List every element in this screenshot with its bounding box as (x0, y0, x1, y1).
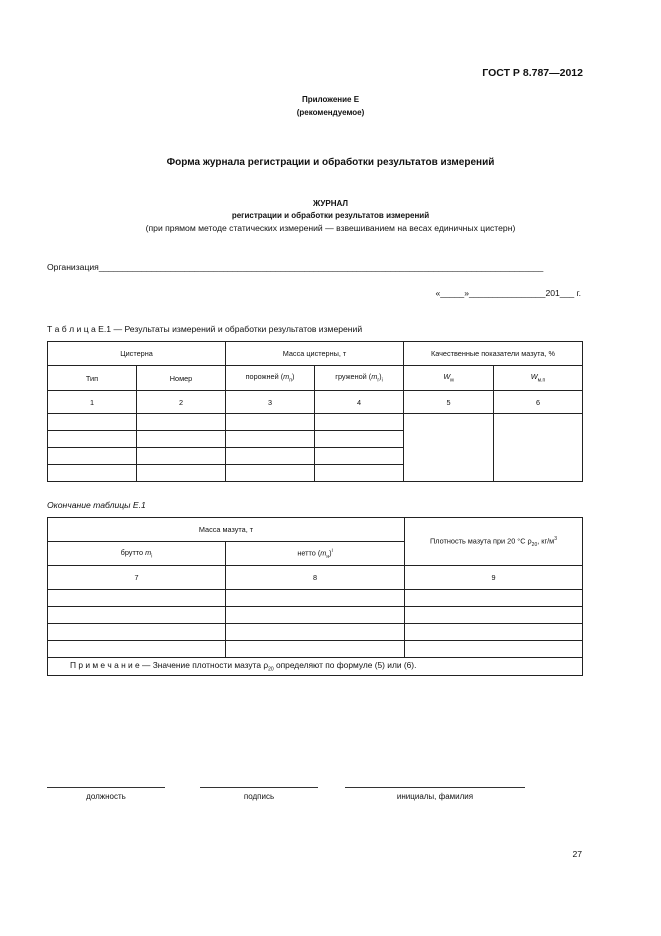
cell-empty (226, 624, 405, 641)
journal-title: ЖУРНАЛ (312, 199, 348, 208)
col-loaded-end: ) (379, 372, 382, 382)
table1 (47, 341, 583, 482)
signature-position-label: должность (86, 792, 126, 801)
col-wmp-sym: W (530, 372, 538, 382)
header-tank: Цистерна (48, 342, 226, 366)
table1-caption-prefix: Т а б л и ц а (47, 324, 96, 334)
cell-empty (137, 431, 226, 448)
col-w (404, 366, 494, 391)
col-type: Тип (48, 366, 137, 391)
cell-empty (48, 414, 137, 431)
col-empty-end: ) (291, 372, 295, 382)
cell-empty (405, 624, 583, 641)
organization-line: Организация_____________________________________________________________________________________________ (47, 262, 544, 272)
cell-empty (405, 641, 583, 658)
cell-empty (315, 465, 404, 482)
num-9: 9 (405, 566, 583, 590)
cell-empty (315, 414, 404, 431)
table-row (48, 414, 583, 431)
header-fuel-mass: Масса мазута, т (48, 518, 405, 542)
cell-empty (226, 414, 315, 431)
cell-empty (315, 448, 404, 465)
signature-name-label: инициалы, фамилия (396, 792, 474, 801)
header-quality: Качественные показатели мазута, % (404, 342, 583, 366)
net-text: нетто ( (297, 547, 321, 557)
net-sup: i (331, 547, 333, 554)
col-loaded-mass (315, 366, 404, 391)
col-loaded-text: груженой ( (335, 372, 372, 382)
cell-empty (226, 465, 315, 482)
cell-empty (48, 431, 137, 448)
net-sub: н (326, 553, 330, 560)
note-text: — Значение плотности мазута (139, 660, 264, 671)
col-gross (48, 542, 226, 566)
col-w-sub: м (450, 377, 454, 384)
gross-sym: m (145, 547, 152, 557)
num-5: 5 (404, 391, 494, 414)
note-sub: 20 (268, 666, 274, 673)
col-loaded-sub2: i (381, 377, 383, 384)
col-empty-sub: п (289, 377, 292, 384)
cell-empty (48, 607, 226, 624)
col-wmp (494, 366, 583, 391)
col-loaded-sub: г (377, 377, 380, 384)
col-empty-sym: m (283, 372, 290, 382)
cell-empty (226, 607, 405, 624)
page-number: 27 (572, 849, 582, 859)
cell-empty (226, 448, 315, 465)
cell-empty (494, 414, 583, 482)
density-sup: 3 (554, 535, 557, 542)
signature-line-name (345, 787, 525, 788)
note-sym: ρ (263, 660, 269, 671)
table2-caption: Окончание таблицы Е.1 (47, 500, 146, 510)
num-7: 7 (48, 566, 226, 590)
gross-sub: i (151, 553, 153, 560)
num-1: 1 (48, 391, 137, 414)
table1-caption-text: Е.1 — Результаты измерений и обработки результатов измерений (95, 324, 363, 334)
density-unit: , кг/м (537, 535, 555, 545)
cell-empty (48, 448, 137, 465)
table-row (48, 641, 583, 658)
form-title: Форма журнала регистрации и обработки результатов измерений (166, 157, 495, 168)
col-w-sym: W (443, 372, 451, 382)
col-net (226, 542, 405, 566)
cell-empty (48, 641, 226, 658)
density-sub: 20 (531, 541, 538, 548)
net-end: ) (329, 547, 332, 557)
journal-subtitle: регистрации и обработки результатов измерений (231, 211, 430, 220)
cell-empty (404, 414, 494, 482)
table1-caption (47, 324, 362, 334)
date-line: «_____»________________201___ г. (435, 288, 581, 298)
num-8: 8 (226, 566, 405, 590)
journal-method: (при прямом методе статических измерений — взвешиванием на весах единичных цистерн) (145, 223, 516, 233)
col-empty-mass (226, 366, 315, 391)
gross-text: брутто (120, 547, 146, 557)
table-row (48, 624, 583, 641)
appendix-title: Приложение Е (301, 95, 360, 104)
cell-empty (137, 448, 226, 465)
cell-empty (226, 431, 315, 448)
net-sym: m (320, 547, 327, 557)
num-3: 3 (226, 391, 315, 414)
cell-empty (48, 624, 226, 641)
density-text: Плотность мазута при 20 °С (430, 535, 528, 545)
num-6: 6 (494, 391, 583, 414)
num-2: 2 (137, 391, 226, 414)
num-4: 4 (315, 391, 404, 414)
cell-empty (226, 590, 405, 607)
table-row (48, 607, 583, 624)
col-number: Номер (137, 366, 226, 391)
cell-empty (315, 431, 404, 448)
signature-signature-label: подпись (243, 792, 275, 801)
cell-empty (405, 590, 583, 607)
note-end: определяют по формуле (5) или (6). (273, 660, 417, 671)
note-prefix: П р и м е ч а н и е (70, 660, 140, 671)
col-empty-text: порожней ( (245, 372, 284, 382)
table-note (48, 658, 583, 676)
cell-empty (405, 607, 583, 624)
cell-empty (226, 641, 405, 658)
signature-line-signature (200, 787, 318, 788)
density-sym: ρ (527, 535, 532, 545)
table-row (48, 590, 583, 607)
signature-line-position (47, 787, 165, 788)
table2 (47, 517, 583, 676)
cell-empty (137, 414, 226, 431)
standard-number: ГОСТ Р 8.787—2012 (482, 67, 583, 79)
appendix-subtitle: (рекомендуемое) (296, 108, 365, 117)
col-wmp-sub: м.п (537, 377, 546, 384)
header-tank-mass: Масса цистерны, т (226, 342, 404, 366)
header-density (405, 518, 583, 566)
cell-empty (137, 465, 226, 482)
col-loaded-sym: m (371, 372, 378, 382)
cell-empty (48, 465, 137, 482)
cell-empty (48, 590, 226, 607)
